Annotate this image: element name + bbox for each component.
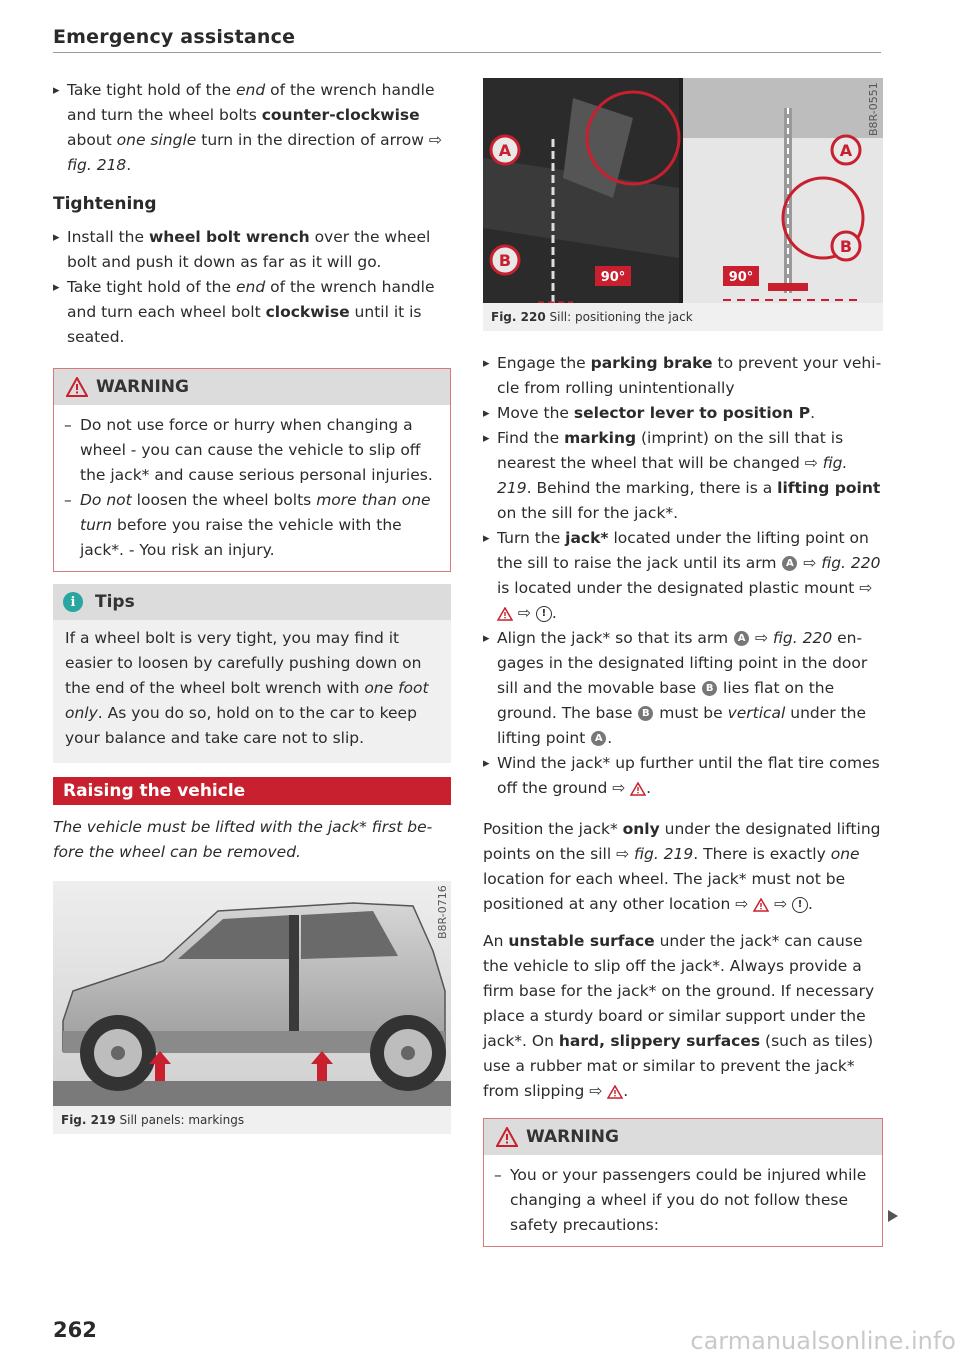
step-find-marking: ▸ Find the marking (imprint) on the sill that is nearest the wheel that will be changed ⇨ fig. 219. Behind the marking, there is a lifting point on the sill for the jack*. <box>483 426 883 526</box>
step-turn-jack: ▸ Turn the jack* located under the lifting point on the sill to raise the jack until its arm A ⇨ fig. 220 is located under the designated plastic mount ⇨ ⇨ ! . <box>483 526 883 626</box>
figure-219 <box>53 881 451 1134</box>
callout-a-ref: A <box>734 631 749 646</box>
callout-b-ref: B <box>702 681 717 696</box>
figure-220-caption: Fig. 220 Sill: positioning the jack <box>491 310 693 324</box>
fig-220-link[interactable]: ⇨ fig. 220 <box>798 554 881 572</box>
tightening-bullet-2: ▸ Take tight hold of the end of the wrench handle and turn each wheel bolt clockwise until it is seated. <box>53 275 451 350</box>
tightening-bullet-1: ▸ Install the wheel bolt wrench over the wheel bolt and push it down as far as it will go. <box>53 225 451 275</box>
header-rule <box>53 52 881 53</box>
fig-219-link[interactable]: ⇨ fig. 219 <box>497 454 848 497</box>
loosen-bullet: ▸ Take tight hold of the end of the wrench handle and turn the wheel bolts counter-clockwise about one single turn in the direction of arrow ⇨ fig. 218. <box>53 78 451 178</box>
callout-a-right: A <box>839 141 853 160</box>
callout-a-left: A <box>498 141 512 160</box>
step-selector-lever: ▸ Move the selector lever to position P. <box>483 401 883 426</box>
header-title: Emergency assistance <box>53 26 296 48</box>
warning-ref-icon[interactable] <box>607 1085 623 1099</box>
warning-icon <box>66 377 88 397</box>
warning-ref-icon[interactable] <box>753 898 769 912</box>
callout-b-ref: B <box>638 706 653 721</box>
warning-ref-icon[interactable] <box>497 607 513 621</box>
warning-2-item-1: – You or your passengers could be injured while changing a wheel if you do not follow these safety precautions: <box>494 1163 872 1238</box>
notice-ref-icon[interactable]: ! <box>792 897 808 913</box>
fig-219-link[interactable]: ⇨ fig. 219 <box>616 845 694 863</box>
section-title: Raising the vehicle <box>53 777 451 805</box>
warning-title: WARNING <box>96 376 189 397</box>
step-wind-jack: ▸ Wind the jack* up further until the flat tire comes off the ground ⇨ . <box>483 751 883 801</box>
notice-ref-icon[interactable]: ! <box>536 606 552 622</box>
info-icon: i <box>63 592 83 612</box>
tips-text: If a wheel bolt is very tight, you may find it easier to loosen by carefully pushing down on the end of the wheel bolt wrench with one foot only. As you do so, hold on to the car to keep your balance and take care not to slip. <box>65 629 429 747</box>
warning-box <box>53 368 451 572</box>
warning-ref-icon[interactable] <box>630 782 646 796</box>
tips-header <box>53 584 451 620</box>
fig-220-link[interactable]: ⇨ fig. 220 <box>750 629 833 647</box>
callout-a-ref: A <box>591 731 606 746</box>
section-lead: The vehicle must be lifted with the jack* first before the wheel can be removed. <box>53 818 433 861</box>
right-column <box>483 78 883 1247</box>
warning-icon <box>496 1127 518 1147</box>
continue-arrow-icon <box>888 1210 898 1222</box>
left-column <box>53 78 451 1134</box>
callout-b-left: B <box>498 251 512 270</box>
warning-item-2: – Do not loosen the wheel bolts more than one turn before you raise the vehicle with the jack*. - You risk an injury. <box>64 488 440 563</box>
tightening-heading: Tightening <box>53 194 157 214</box>
tips-box <box>53 584 451 763</box>
fig-218-link[interactable]: ⇨ fig. 218 <box>67 131 442 174</box>
callout-a-ref: A <box>782 556 797 571</box>
angle-label-left: 90° <box>600 270 626 285</box>
warning-header <box>54 369 450 405</box>
tips-title: Tips <box>95 591 135 612</box>
page-header <box>53 26 881 48</box>
jack-position-paragraph: Position the jack* only under the designated lifting points on the sill ⇨ fig. 219. There is exactly one location for each wheel. The jack* must not be positioned at any other location ⇨ ⇨ ! . <box>483 820 881 913</box>
angle-label-right: 90° <box>728 270 754 285</box>
figure-219-code: B8R-0716 <box>436 885 449 939</box>
step-align-jack: ▸ Align the jack* so that its arm A ⇨ fig. 220 engages in the designated lifting point in the door sill and the movable base B lies flat on the ground. The base B must be vertical under the lifting point A . <box>483 626 883 751</box>
figure-220 <box>483 78 883 331</box>
warning-item-1: – Do not use force or hurry when changing a wheel - you can cause the vehicle to slip off the jack* and cause serious personal injuries. <box>64 413 440 488</box>
figure-220-code: B8R-0551 <box>867 82 880 136</box>
figure-219-caption: Fig. 219 Sill panels: markings <box>61 1113 245 1127</box>
callout-b-right: B <box>839 237 853 256</box>
watermark: carmanualsonline.info <box>690 1327 956 1355</box>
page-number: 262 <box>53 1318 97 1342</box>
car-sill-illustration <box>53 881 451 1106</box>
step-parking-brake: ▸ Engage the parking brake to prevent your vehicle from rolling unintentionally <box>483 351 883 401</box>
warning-2-header <box>484 1119 882 1155</box>
warning-box-2 <box>483 1118 883 1247</box>
unstable-surface-paragraph: An unstable surface under the jack* can cause the vehicle to slip off the jack*. Always provide a firm base for the jack* on the ground. If necessary place a sturdy board or similar support under the jack*. On hard, slippery surfaces (such as tiles) use a rubber mat or similar to prevent the jack* from slipping ⇨ . <box>483 932 875 1100</box>
warning-2-title: WARNING <box>526 1126 619 1147</box>
jack-positioning-illustration <box>483 78 883 303</box>
